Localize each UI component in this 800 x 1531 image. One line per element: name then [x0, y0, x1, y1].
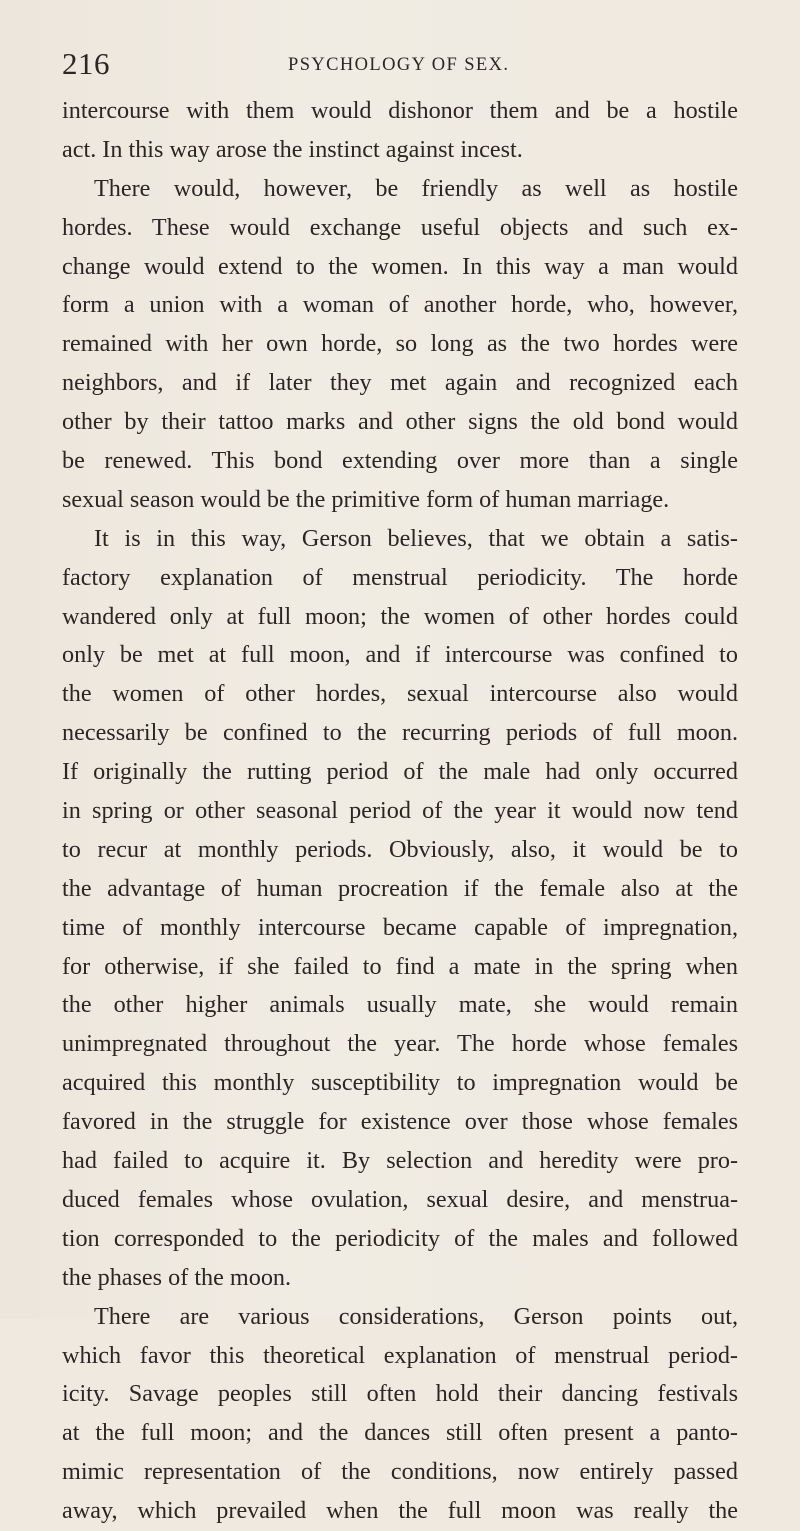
- text-line: acquired this monthly susceptibility to impregnation would be: [62, 1069, 738, 1097]
- text-line: be renewed. This bond extending over more than a single: [62, 447, 738, 475]
- text-line: away, which prevailed when the full moon was really the: [62, 1497, 738, 1525]
- text-line: There would, however, be friendly as well as hostile: [94, 174, 738, 202]
- text-line: at the full moon; and the dances still often present a panto-: [62, 1419, 738, 1447]
- text-line: other by their tattoo marks and other signs the old bond would: [62, 408, 738, 436]
- text-line: to recur at monthly periods. Obviously, also, it would be to: [62, 835, 738, 863]
- running-title: PSYCHOLOGY OF SEX.: [288, 55, 510, 75]
- body-text: [62, 92, 738, 1531]
- text-line: mimic representation of the conditions, now entirely passed: [62, 1458, 738, 1486]
- text-line: time of monthly intercourse became capable of impregnation,: [62, 913, 738, 941]
- text-line: in spring or other seasonal period of the year it would now tend: [62, 797, 738, 825]
- text-line: the women of other hordes, sexual intercourse also would: [62, 680, 738, 708]
- text-line: sexual season would be the primitive form of human marriage.: [62, 485, 670, 513]
- text-line: remained with her own horde, so long as the two hordes were: [62, 330, 738, 358]
- text-line: factory explanation of menstrual periodicity. The horde: [62, 563, 738, 591]
- text-line: the other higher animals usually mate, she would remain: [62, 991, 738, 1019]
- text-line: favored in the struggle for existence over those whose females: [62, 1108, 738, 1136]
- text-line: unimpregnated throughout the year. The horde whose females: [62, 1030, 738, 1058]
- text-line: the phases of the moon.: [62, 1263, 292, 1291]
- page-number: 216: [62, 46, 110, 81]
- text-line: There are various considerations, Gerson points out,: [94, 1302, 738, 1330]
- text-line: intercourse with them would dishonor them and be a hostile: [62, 97, 738, 124]
- text-line: It is in this way, Gerson believes, that we obtain a satis-: [94, 524, 738, 552]
- text-line: neighbors, and if later they met again and recognized each: [62, 369, 738, 397]
- text-line: act. In this way arose the instinct against incest.: [62, 135, 523, 163]
- text-line: had failed to acquire it. By selection and heredity were pro-: [62, 1147, 738, 1175]
- text-line: for otherwise, if she failed to find a mate in the spring when: [62, 952, 738, 980]
- text-line: form a union with a woman of another horde, who, however,: [62, 291, 738, 319]
- text-line: duced females whose ovulation, sexual desire, and menstrua-: [62, 1185, 738, 1213]
- text-line: which favor this theoretical explanation of menstrual period-: [62, 1341, 738, 1369]
- text-line: necessarily be confined to the recurring periods of full moon.: [62, 719, 738, 747]
- text-line: wandered only at full moon; the women of other hordes could: [62, 602, 738, 630]
- text-line: the advantage of human procreation if the female also at the: [62, 874, 738, 902]
- text-line: icity. Savage peoples still often hold their dancing festivals: [62, 1380, 738, 1408]
- text-line: hordes. These would exchange useful objects and such ex-: [62, 213, 738, 241]
- text-line: only be met at full moon, and if intercourse was confined to: [62, 641, 738, 669]
- text-line: If originally the rutting period of the male had only occurred: [62, 758, 738, 786]
- text-line: change would extend to the women. In this way a man would: [62, 252, 738, 280]
- running-head: [62, 44, 738, 84]
- text-line: tion corresponded to the periodicity of the males and followed: [62, 1224, 738, 1252]
